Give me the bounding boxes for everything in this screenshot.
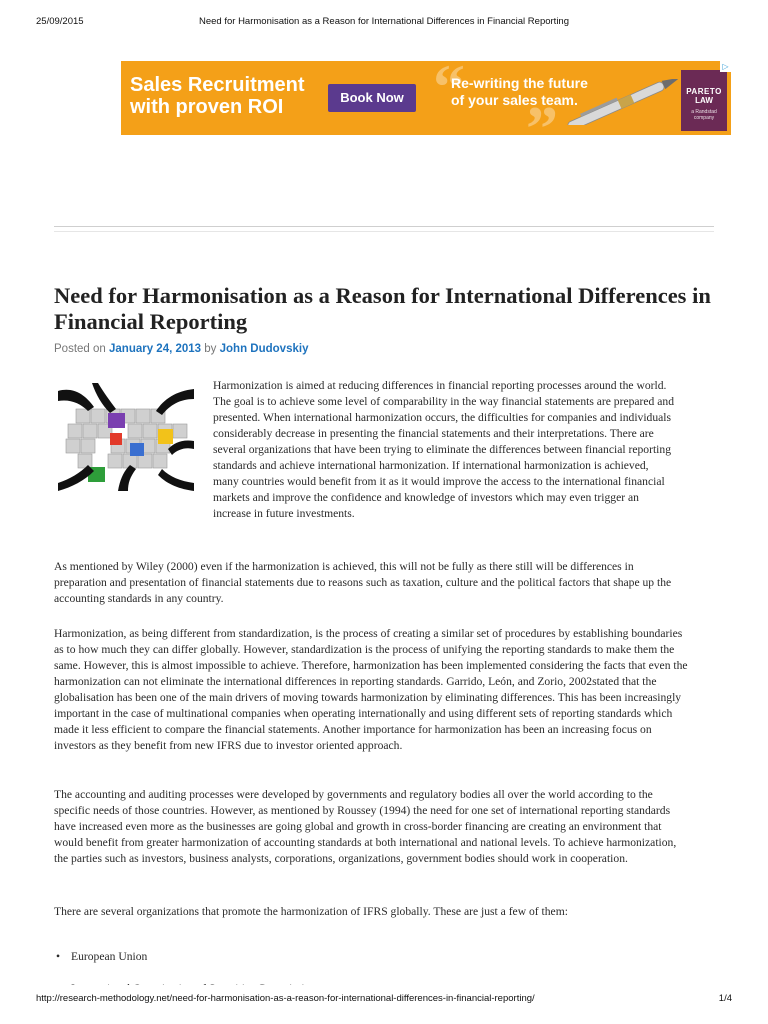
quote-close-icon: ” (526, 93, 558, 135)
ad-banner[interactable] (121, 61, 731, 135)
paragraph-wiley: As mentioned by Wiley (2000) even if the harmonization is achieved, this will not be fully as there still will be differences in preparation and presentation of financial statements due to reasons such as taxation, culture and the political factors that shape up the accounting standards in any country. (54, 560, 672, 605)
post-meta (54, 343, 308, 355)
puzzle-hands-image (58, 383, 194, 491)
paragraph-organizations: There are several organizations that promote the harmonization of IFRS globally. These are just a few of them: (54, 905, 568, 918)
print-page-number: 1/4 (718, 993, 732, 1004)
print-header (36, 16, 732, 30)
ad-book-now-button[interactable]: Book Now (328, 84, 416, 112)
author-link[interactable]: John Dudovskiy (219, 343, 309, 355)
print-date: 25/09/2015 (36, 16, 84, 27)
by-label: by (204, 343, 217, 355)
post-date-link[interactable]: January 24, 2013 (109, 343, 202, 355)
ad-headline: Sales Recruitment with proven ROI (130, 74, 305, 118)
paragraph-accounting-processes: The accounting and auditing processes were developed by governments and regulatory bodies all over the world according to the specific needs of those countries. However, as mentioned by Roussey (1994) the need for one set of international reporting standards have increased even more as the businesses are going global and growth in cross-border financing are creating an environment that would benefit from greater harmonization of accounting standards at both international and national levels. To achieve harmonization, the parties such as investors, business analysts, corporations, organizations, government bodies should work in cooperation. (54, 788, 677, 865)
ad-subtext: Re-writing the future of your sales team. (451, 75, 588, 108)
print-page-title: Need for Harmonisation as a Reason for International Differences in Financial Reporting (199, 16, 569, 27)
pareto-law-logo[interactable]: PARETO LAW a Randstad company (681, 70, 727, 131)
print-url: http://research-methodology.net/need-for-harmonisation-as-a-reason-for-international-differences-in-financial-reporting/ (36, 993, 535, 1004)
header-divider (54, 226, 714, 232)
quote-open-icon: “ (433, 61, 465, 122)
bullet-icon: • (56, 950, 61, 963)
post-title: Need for Harmonisation as a Reason for International Differences in Financial Reporting (54, 283, 711, 334)
list-item: • European Union (56, 950, 148, 963)
paragraph-standardization: Harmonization, as being different from standardization, is the process of creating a similar set of procedures by establishing boundaries as to how much they can differ globally. However, standardization is the process of unifying the reporting standards to make them the same. However, this is almost impossible to achieve. Therefore, harmonization has been implemented considering the facts that even the harmonization can not eliminate the international differences in reporting standards. Garrido, León, and Zorio, 2002stated that the globalisation has been one of the main drivers of moving towards harmonization by eliminating differences. This has been increasingly important in the case of multinational companies when operating internationally and using different sets of reporting standards which made it less efficient to compare the financial statements. Another importance for harmonization has been an increasing focus on investors as they benefit from new IFRS due to investor oriented approach. (54, 627, 688, 752)
paragraph-intro: Harmonization is aimed at reducing differences in financial reporting processes around the world. The goal is to achieve some level of comparability in the way financial statements are prepared and presented. When international harmonization occurs, the difficulties for companies and individuals considerably decrease in presenting the financial statements and their interpretations. There are several organizations that have been trying to eliminate the differences between financial reporting standards and achieve international harmonization. If international harmonization is achieved, many countries would benefit from it as it would improve the access to the international financial markets and improve the confidence and knowledge of investors which may even trigger an increase in future investments. (213, 379, 674, 520)
posted-on-label: Posted on (54, 343, 106, 355)
ad-info-icon[interactable]: ▷ (720, 61, 731, 72)
print-footer (36, 993, 732, 1007)
pen-icon (559, 79, 689, 125)
